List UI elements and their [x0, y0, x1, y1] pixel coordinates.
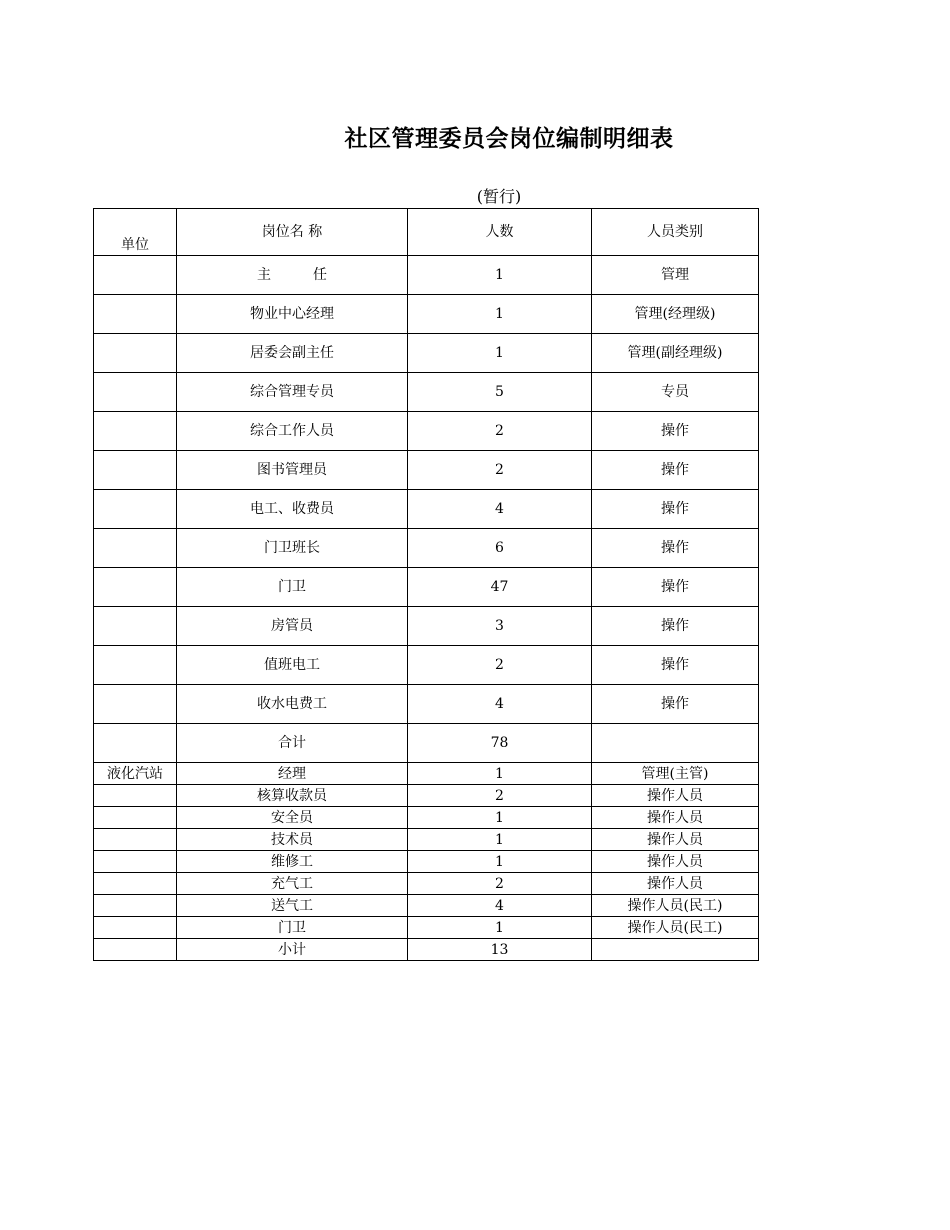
category-cell: 操作 — [592, 529, 759, 568]
unit-cell — [94, 412, 177, 451]
table-row — [94, 412, 759, 451]
total-category — [592, 724, 759, 763]
table-row — [94, 851, 759, 873]
unit-cell — [94, 829, 177, 851]
table-row — [94, 568, 759, 607]
unit-cell — [94, 807, 177, 829]
category-cell: 专员 — [592, 373, 759, 412]
count-cell: 5 — [408, 373, 592, 412]
count-cell: 6 — [408, 529, 592, 568]
unit-cell — [94, 256, 177, 295]
unit-cell — [94, 373, 177, 412]
category-cell: 管理(副经理级) — [592, 334, 759, 373]
category-cell: 管理(经理级) — [592, 295, 759, 334]
table-row — [94, 763, 759, 785]
total-label: 合计 — [177, 724, 408, 763]
header-unit: 单位 — [94, 209, 177, 256]
position-cell: 充气工 — [177, 873, 408, 895]
category-cell: 操作 — [592, 685, 759, 724]
count-cell: 1 — [408, 334, 592, 373]
total-count: 78 — [408, 724, 592, 763]
category-cell: 操作人员 — [592, 785, 759, 807]
count-cell: 4 — [408, 685, 592, 724]
unit-cell — [94, 295, 177, 334]
header-position: 岗位名 称 — [177, 209, 408, 256]
table-row — [94, 295, 759, 334]
header-category: 人员类别 — [592, 209, 759, 256]
count-cell: 4 — [408, 490, 592, 529]
category-cell: 操作 — [592, 490, 759, 529]
unit-cell — [94, 529, 177, 568]
position-cell: 经理 — [177, 763, 408, 785]
unit-cell — [94, 685, 177, 724]
category-cell: 操作 — [592, 607, 759, 646]
position-cell: 房管员 — [177, 607, 408, 646]
count-cell: 2 — [408, 412, 592, 451]
unit-cell — [94, 724, 177, 763]
position-cell: 电工、收费员 — [177, 490, 408, 529]
category-cell: 操作 — [592, 646, 759, 685]
category-cell: 操作 — [592, 451, 759, 490]
table-row — [94, 873, 759, 895]
position-cell: 核算收款员 — [177, 785, 408, 807]
category-cell: 操作人员 — [592, 873, 759, 895]
table-body — [94, 209, 759, 961]
table-row — [94, 646, 759, 685]
table-row — [94, 451, 759, 490]
category-cell: 操作 — [592, 412, 759, 451]
unit-cell — [94, 568, 177, 607]
category-cell: 管理 — [592, 256, 759, 295]
position-cell: 图书管理员 — [177, 451, 408, 490]
position-cell: 主 任 — [177, 256, 408, 295]
count-cell: 2 — [408, 451, 592, 490]
table-row — [94, 685, 759, 724]
count-cell: 1 — [408, 851, 592, 873]
table-row — [94, 785, 759, 807]
table-row — [94, 529, 759, 568]
category-cell: 操作人员(民工) — [592, 895, 759, 917]
table-row — [94, 829, 759, 851]
table-row — [94, 917, 759, 939]
category-cell: 操作人员 — [592, 829, 759, 851]
subtotal-label: 小计 — [177, 939, 408, 961]
unit-cell — [94, 646, 177, 685]
position-cell: 技术员 — [177, 829, 408, 851]
category-cell: 管理(主管) — [592, 763, 759, 785]
count-cell: 47 — [408, 568, 592, 607]
unit-cell — [94, 851, 177, 873]
position-cell: 送气工 — [177, 895, 408, 917]
unit-cell — [94, 917, 177, 939]
category-cell: 操作人员(民工) — [592, 917, 759, 939]
count-cell: 2 — [408, 785, 592, 807]
unit-cell — [94, 785, 177, 807]
header-count: 人数 — [408, 209, 592, 256]
table-row — [94, 490, 759, 529]
position-cell: 维修工 — [177, 851, 408, 873]
position-cell: 值班电工 — [177, 646, 408, 685]
count-cell: 1 — [408, 829, 592, 851]
position-cell: 居委会副主任 — [177, 334, 408, 373]
position-cell: 门卫 — [177, 568, 408, 607]
unit-cell — [94, 607, 177, 646]
count-cell: 2 — [408, 873, 592, 895]
position-cell: 安全员 — [177, 807, 408, 829]
table-row — [94, 607, 759, 646]
table-row — [94, 895, 759, 917]
count-cell: 3 — [408, 607, 592, 646]
subtotal-count: 13 — [408, 939, 592, 961]
category-cell: 操作人员 — [592, 807, 759, 829]
table-row — [94, 373, 759, 412]
subtotal-row — [94, 939, 759, 961]
position-cell: 综合管理专员 — [177, 373, 408, 412]
unit-cell: 液化汽站 — [94, 763, 177, 785]
category-cell: 操作人员 — [592, 851, 759, 873]
table-header-row — [94, 209, 759, 256]
count-cell: 1 — [408, 807, 592, 829]
page-subtitle: (暂行) — [476, 187, 522, 206]
unit-cell — [94, 451, 177, 490]
category-cell: 操作 — [592, 568, 759, 607]
unit-cell — [94, 873, 177, 895]
count-cell: 1 — [408, 763, 592, 785]
count-cell: 1 — [408, 917, 592, 939]
unit-cell — [94, 895, 177, 917]
table-row — [94, 807, 759, 829]
unit-cell — [94, 334, 177, 373]
unit-cell — [94, 490, 177, 529]
page-title: 社区管理委员会岗位编制明细表 — [344, 126, 674, 152]
unit-cell — [94, 939, 177, 961]
staffing-table — [93, 208, 759, 961]
position-cell: 门卫 — [177, 917, 408, 939]
position-cell: 门卫班长 — [177, 529, 408, 568]
count-cell: 2 — [408, 646, 592, 685]
count-cell: 1 — [408, 295, 592, 334]
count-cell: 1 — [408, 256, 592, 295]
subtotal-category — [592, 939, 759, 961]
table-row — [94, 256, 759, 295]
total-row — [94, 724, 759, 763]
position-cell: 收水电费工 — [177, 685, 408, 724]
table-row — [94, 334, 759, 373]
position-cell: 综合工作人员 — [177, 412, 408, 451]
count-cell: 4 — [408, 895, 592, 917]
position-cell: 物业中心经理 — [177, 295, 408, 334]
